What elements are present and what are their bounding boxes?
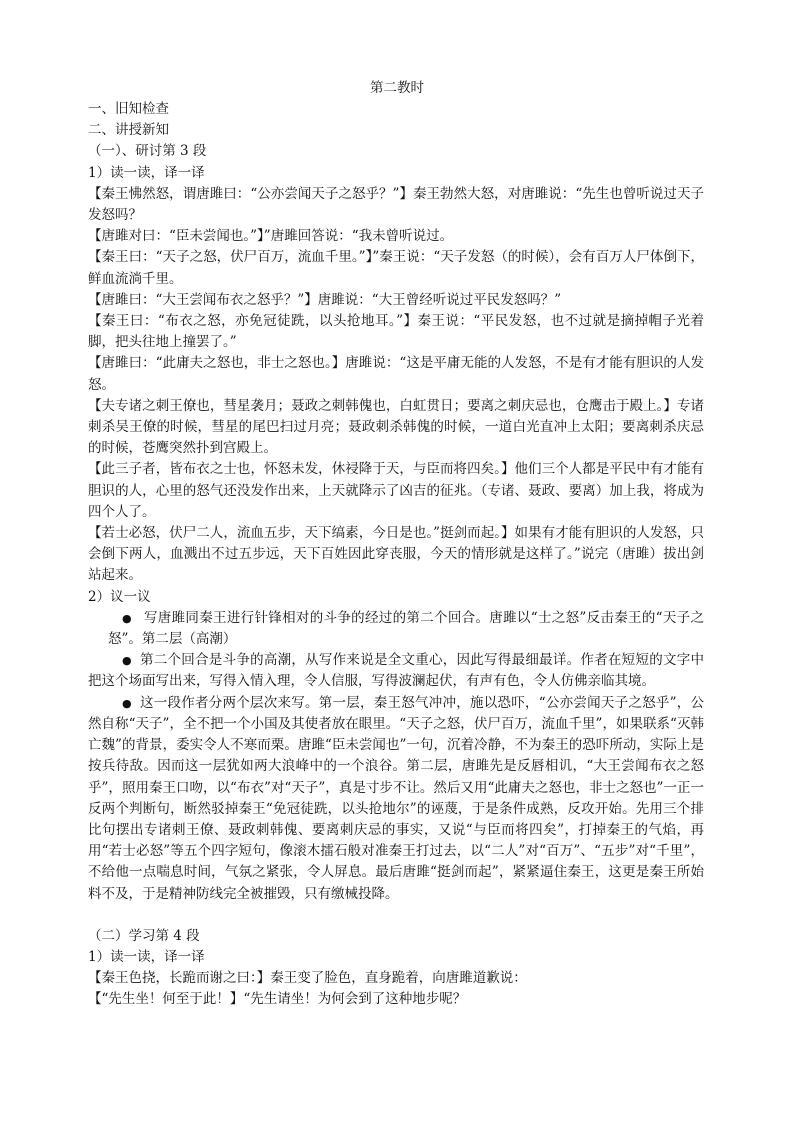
text-paragraph: 【秦王色挠，长跪而谢之曰：】秦王变了脸色，直身跪着，向唐雎道歉说：: [88, 970, 527, 987]
bullet-dot-icon: ●: [122, 696, 132, 710]
subsection-heading: （一）、研讨第 3 段: [88, 143, 207, 160]
bullet-dot-icon: ●: [122, 611, 132, 625]
text-paragraph: 【若士必怒，伏尸二人，流血五步，天下缟素，今日是也。”挺剑而起。】如果有才能有胆识的人发怒，只会倒下两人，血溅出不过五步远，天下百姓因此穿丧服，今天的情形就是这样了。”说完（唐雎）拔出剑站起来。: [88, 525, 704, 584]
document-page: [88, 78, 704, 1011]
step-heading: 1）读一读，译一译: [88, 164, 205, 181]
bullet-text: 写唐雎同秦王进行针锋相对的斗争的经过的第二个回合。唐雎以“士之怒”反击秦王的“天子之怒”。第二层（高潮）: [108, 609, 704, 648]
text-paragraph: 【秦王曰：“天子之怒，伏尸百万，流血千里。”】”秦王说：“天子发怒（的时候），会有百万人尸体倒下，鲜血流淌千里。: [88, 249, 704, 287]
text-paragraph: 【此三子者，皆布衣之士也，怀怒未发，休祲降于天，与臣而将四矣。】他们三个人都是平民中有才能有胆识的人，心里的怒气还没发作出来，上天就降示了凶吉的征兆。（专诸、聂政、要离）加上我，将成为四个人了。: [88, 461, 704, 520]
bullet-dot-icon: ●: [122, 654, 132, 668]
section-heading: 二、讲授新知: [88, 122, 169, 139]
text-paragraph: 【夫专诸之刺王僚也，彗星袭月；聂政之刺韩傀也，白虹贯日；要离之刺庆忌也，仓鹰击于殿上。】专诸刺杀吴王僚的时候，彗星的尾巴扫过月亮；聂政刺杀韩傀的时候，一道白光直冲上太阳；要离刺杀庆忌的时候，苍鹰突然扑到宫殿上。: [88, 397, 704, 457]
spacer: [88, 905, 704, 926]
text-paragraph: 【唐雎对曰：“臣未尝闻也。”】”唐雎回答说：“我未曾听说过。: [88, 228, 454, 245]
bullet-text: 第二个回合是斗争的高潮，从写作来说是全文重心，因此写得最细最详。作者在短短的文字中把这个场面写出来，写得入情入理，令人信服，写得波澜起伏，有声有色，令人仿佛亲临其境。: [88, 652, 704, 690]
bullet-item: [88, 650, 704, 692]
page-title: 第二教时: [370, 80, 424, 96]
text-paragraph: 【唐雎曰：“大王尝闻布衣之怒乎？”】唐雎说：“大王曾经听说过平民发怒吗？”: [88, 291, 562, 308]
bullet-text: 这一段作者分两个层次来写。第一层，秦王怒气冲冲，施以恐吓，“公亦尝闻天子之怒乎”，公然自称“天子”，全不把一个小国及其使者放在眼里。“天子之怒，伏尸百万，流血千里”，如果联系“灭韩亡魏”的背景，委实令人不寒而栗。唐雎“臣未尝闻也”一句，沉着冷静，不为秦王的恐吓所动，实际上是按兵待敌。因而这一层犹如两大浪峰中的一个浪谷。第二层，唐雎先是反唇相讥，“大王尝闻布衣之怒乎”，照用秦王口吻，以“布衣”对“天子”，真是寸步不让。然后又用“此庸夫之怒也，非士之怒也”一正一反两个判断句，断然驳掉秦王“免冠徒跣，以头抢地尔”的诬蔑，于是条件成熟，反攻开始。先用三个排比句摆出专诸刺王僚、聂政刺韩傀、要离刺庆忌的事实，又说“与臣而将四矣”，打掉秦王的气焰，再用“若士必怒”等五个四字短句，像滚木擂石般对准秦王打过去，以“二人”对“百万”、“五步”对“千里”，不给他一点喘息时间，气氛之紧张，令人屏息。最后唐雎“挺剑而起”，紧紧逼住秦王，这更是秦王所始料不及，于是精神防线完全被摧毁，只有缴械投降。: [88, 694, 704, 902]
bullet-item: [88, 693, 704, 905]
text-paragraph: 【秦王怫然怒，谓唐雎曰：“公亦尝闻天子之怒乎？”】秦王勃然大怒，对唐雎说：“先生也曾听说过天子发怒吗？: [88, 185, 704, 224]
text-paragraph: 【唐雎曰：“此庸夫之怒也，非士之怒也。】唐雎说：“这是平庸无能的人发怒，不是有才能有胆识的人发怒。: [88, 355, 704, 393]
subsection-heading: （二）学习第 4 段: [88, 927, 200, 944]
bullet-item: [88, 608, 704, 650]
text-paragraph: 【“先生坐！何至于此！】“先生请坐！为何会到了这种地步呢？: [88, 991, 467, 1008]
section-heading: 一、旧知检查: [88, 101, 169, 117]
step-heading: 1）读一读，译一译: [88, 948, 205, 965]
step-heading: 2）议一议: [88, 588, 151, 605]
text-paragraph: 【秦王曰：“布衣之怒，亦免冠徒跣，以头抢地耳。”】秦王说：“平民发怒，也不过就是摘掉帽子光着脚，把头往地上撞罢了。”: [88, 313, 704, 351]
